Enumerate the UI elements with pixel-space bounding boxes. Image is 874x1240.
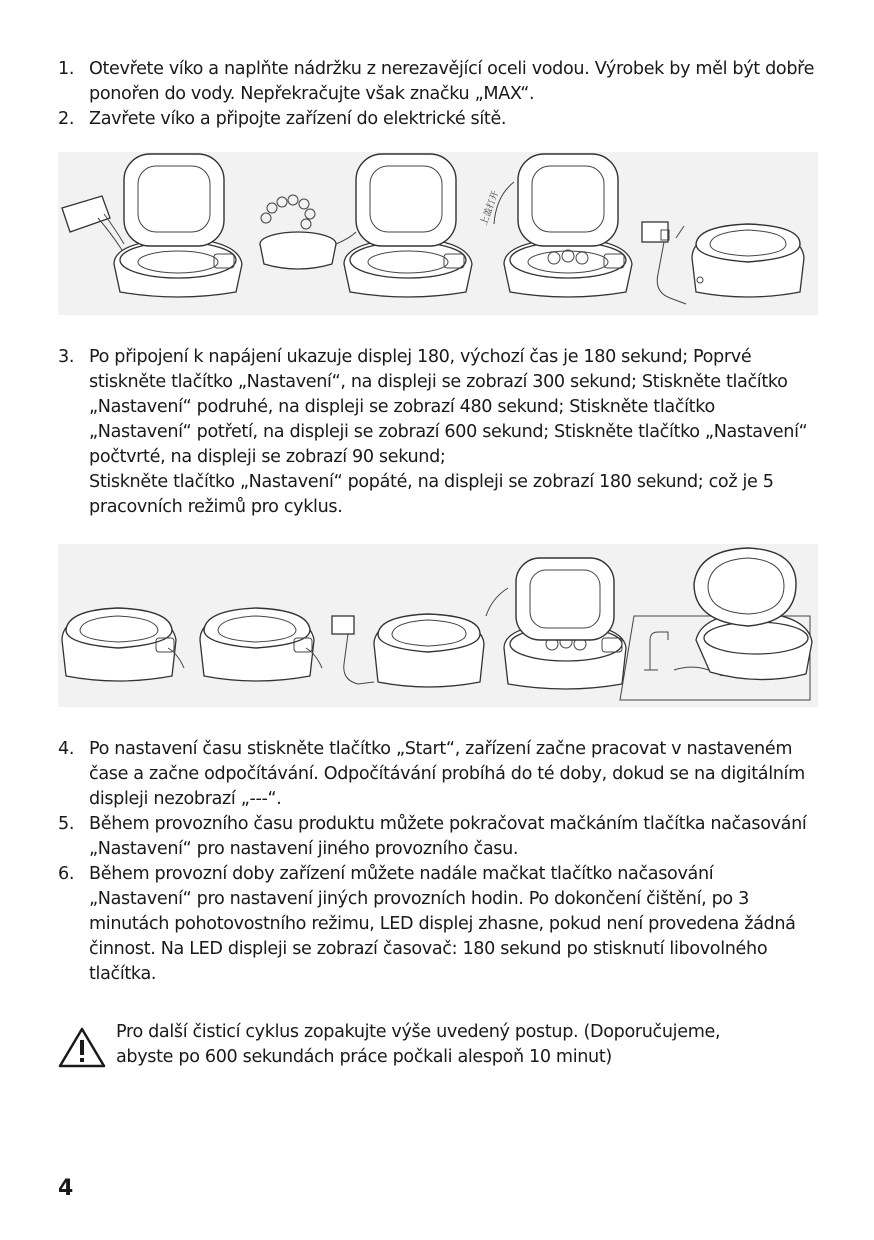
step-item: [58, 862, 818, 987]
step-number: 3.: [58, 347, 75, 367]
warning-note: [58, 1020, 758, 1070]
step-text: Otevřete víko a naplňte nádržku z nerezavějící oceli vodou. Výrobek by měl být dobře ponořen do vody. Nepřekračujte však značku „MAX“.: [89, 59, 815, 104]
step-item: [58, 107, 818, 132]
step-item: [58, 737, 818, 812]
steps-list-bottom: [58, 737, 818, 987]
lid-open-label: [478, 182, 514, 227]
basket-icon: [260, 195, 356, 269]
step-number: 6.: [58, 864, 75, 884]
warning-triangle-icon: [58, 1026, 106, 1068]
step-text: Během provozní doby zařízení můžete nadále mačkat tlačítko načasování „Nastavení“ pro nastavení jiných provozních hodin. Po dokončení čištění, po 3 minutách pohotovostního režimu, LED displej zhasne, pokud není provedena žádná činnost. Na LED displeji se zobrazí časovač: 180 sekund po stisknutí libovolného tlačítka.: [89, 864, 796, 984]
cleaner-open-icon: [504, 154, 632, 297]
cleaner-closed-icon: [62, 608, 184, 681]
cleaner-closed-icon: [374, 614, 484, 687]
power-socket-icon: [332, 616, 374, 684]
step-number: 4.: [58, 739, 75, 759]
steps-list-top: [58, 57, 818, 132]
step-number: 2.: [58, 109, 75, 129]
step-text-continued: Stiskněte tlačítko „Nastavení“ popáté, na displeji se zobrazí 180 sekund; což je 5 pracovních režimů pro cyklus.: [89, 472, 774, 517]
step-item: [58, 812, 818, 862]
cleaner-closed-icon: [200, 608, 322, 681]
step-item: [58, 345, 818, 520]
power-socket-icon: [642, 222, 686, 304]
steps-list-middle: [58, 345, 818, 520]
illustration-settings-and-start: [58, 544, 818, 707]
step-text: Zavřete víko a připojte zařízení do elektrické sítě.: [89, 109, 507, 129]
page-number: 4: [58, 1176, 74, 1201]
step-item: [58, 57, 818, 107]
cleaner-closed-icon: [692, 224, 804, 297]
cleaner-open-icon: [504, 558, 626, 689]
step-number: 5.: [58, 814, 75, 834]
svg-text:上盖打开: 上盖打开: [479, 189, 502, 228]
step-number: 1.: [58, 59, 75, 79]
step-text: Po nastavení času stiskněte tlačítko „Start“, zařízení začne pracovat v nastaveném čase a začne odpočítávání. Odpočítávání probíhá do té doby, dokud se na digitálním displeji nezobrazí „---“.: [89, 739, 805, 809]
cleaner-open-icon: [694, 548, 812, 680]
illustration-fill-and-connect: [58, 152, 818, 315]
warning-text: Pro další čisticí cyklus zopakujte výše uvedený postup. (Doporučujeme, abyste po 600 sekundách práce počkali alespoň 10 minut): [116, 1022, 721, 1067]
step-text: Po připojení k napájení ukazuje displej 180, výchozí čas je 180 sekund; Poprvé stiskněte tlačítko „Nastavení“, na displeji se zobrazí 300 sekund; Stiskněte tlačítko „Nastavení“ podruhé, na displeji se zobrazí 480 sekund; Stiskněte tlačítko „Nastavení“ potřetí, na displeji se zobrazí 600 sekund; Stiskněte tlačítko „Nastavení“ počtvrté, na displeji se zobrazí 90 sekund;: [89, 347, 808, 467]
cleaner-open-icon: [344, 154, 472, 297]
step-text: Během provozního času produktu můžete pokračovat mačkáním tlačítka načasování „Nastavení“ pro nastavení jiného provozního času.: [89, 814, 807, 859]
cleaner-open-icon: [114, 154, 242, 297]
